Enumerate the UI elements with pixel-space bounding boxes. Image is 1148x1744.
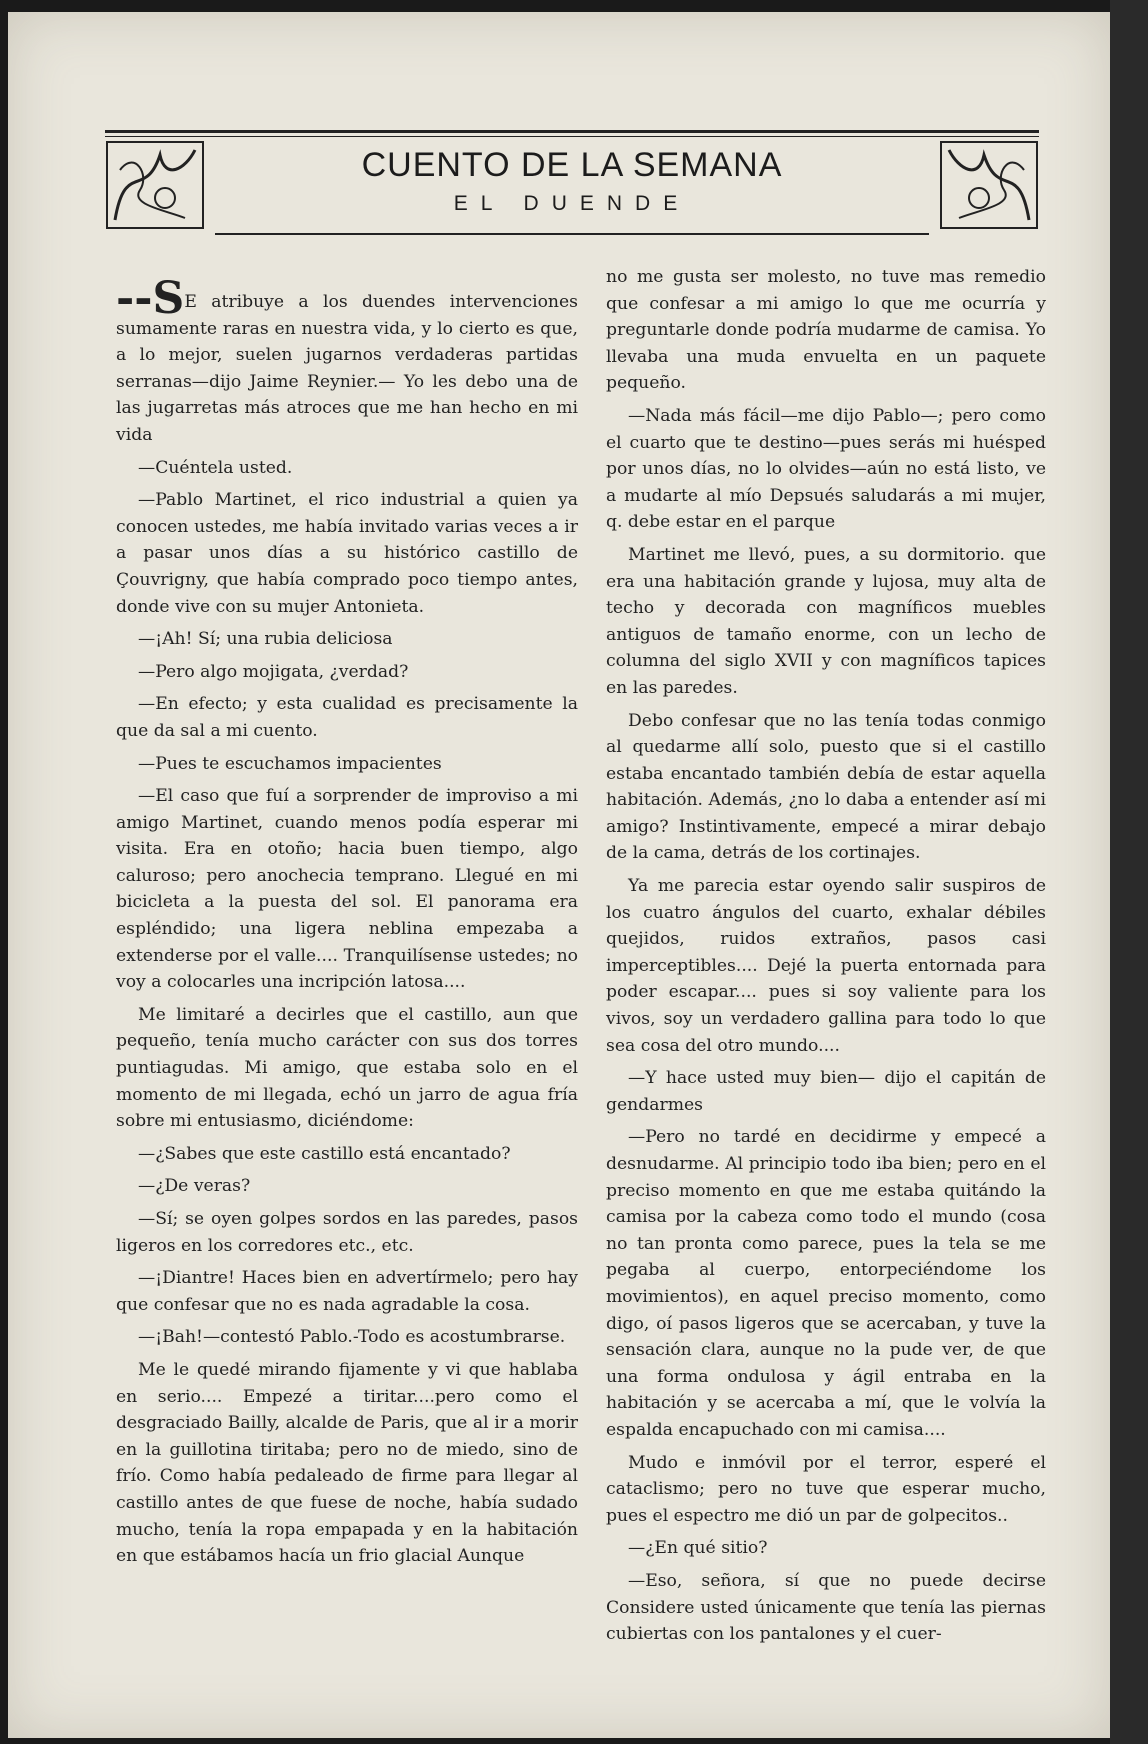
paragraph: —¿En qué sitio?: [628, 1538, 768, 1559]
paragraph: —Eso, señora, sí que no puede decirse Considere usted únicamente que tenía las piernas cubiertas con los pantalones y el cuer-: [606, 1570, 1046, 1645]
drop-cap: --S: [116, 273, 185, 324]
paragraph: —Y hace usted muy bien— dijo el capitán de gendarmes: [606, 1068, 1046, 1115]
paragraph: —En efecto; y esta cualidad es precisamente la que da sal a mi cuento.: [116, 694, 578, 741]
paragraph: —Pero algo mojigata, ¿verdad?: [138, 661, 409, 682]
paragraph: —Pablo Martinet, el rico industrial a quien ya conocen ustedes, me había invitado varias veces a ir a pasar unos días a su histórico castillo de Çouvrigny, que había comprado poco tiempo antes, donde vive con su mujer Antonieta.: [116, 490, 578, 617]
header-rule: [105, 130, 1039, 133]
paragraph: —Pero no tardé en decidirme y empecé a desnudarme. Al principio todo iba bien; pero en el preciso momento en que me estaba quitándo la camisa por la cabeza como todo el mundo (cosa no tan pronta como parece, pues la tela se me pegaba al cuerpo, entorpeciéndome los movimientos), en aquel preciso momento, como digo, oí pasos ligeros que se acercaban, y tuve la sensación clara, aunque no la pude ver, de que una forma ondulosa y ágil entraba en la habitación y se acercaba a mí, que le volvía la espalda encapuchado con mi camisa....: [606, 1127, 1046, 1440]
section-title: CUENTO DE LA SEMANA: [361, 146, 783, 184]
paragraph: —¿Sabes que este castillo está encantado?: [138, 1143, 511, 1164]
paragraph: —Pues te escuchamos impacientes: [138, 753, 442, 774]
paragraph: —Cuéntela usted.: [138, 457, 293, 478]
scan-edge: [1110, 0, 1148, 1744]
ornament-left-icon: [105, 140, 205, 230]
paragraph: —¿De veras?: [138, 1176, 251, 1197]
paragraph: Me limitaré a decirles que el castillo, aun que pequeño, tenía mucho carácter con sus dos torres puntiagudas. Mi amigo, que estaba solo en el momento de mi llegada, echó un jarro de agua fría sobre mi entusiasmo, diciéndome:: [116, 1004, 578, 1132]
paragraph: —Sí; se oyen golpes sordos en las paredes, pasos ligeros en los corredores etc., etc.: [116, 1209, 578, 1256]
header-rule-thin: [105, 136, 1039, 137]
paragraph: —¡Ah! Sí; una rubia deliciosa: [138, 629, 393, 650]
header-bottom-rule: [215, 233, 929, 235]
paragraph: Martinet me llevó, pues, a su dormitorio. que era una habitación grande y lujosa, muy alta de techo y decorada con magníficos muebles antiguos de tamaño enorme, con un lecho de columna del siglo XVII y con magníficos tapices en las paredes.: [606, 544, 1046, 698]
paragraph: —¡Bah!—contestó Pablo.-Todo es acostumbrarse.: [138, 1327, 566, 1348]
paragraph: —¡Diantre! Haces bien en advertírmelo; pero hay que confesar que no es nada agradable la cosa.: [116, 1268, 578, 1315]
paragraph: —El caso que fuí a sorprender de improviso a mi amigo Martinet, cuando menos podía esperar mi visita. Era en otoño; hacia buen tiempo, algo caluroso; pero anochecia temprano. Llegué en mi bicicleta a la puesta del sol. El panorama era espléndido; una ligera neblina empezaba a extenderse por el valle.... Tranquilísense ustedes; no voy a colocarles una incripción latosa....: [116, 786, 578, 993]
paragraph: Debo confesar que no las tenía todas conmigo al quedarme allí solo, puesto que si el castillo estaba encantado también debía de estar aquella habitación. Además, ¿no lo daba a entender así mi amigo? Instintivamente, empecé a mirar debajo de la cama, detrás de los cortinajes.: [606, 710, 1046, 864]
page: [8, 12, 1110, 1738]
paragraph: —Nada más fácil—me dijo Pablo—; pero como el cuarto que te destino—pues serás mi huésped por unos días, no lo olvides—aún no está listo, ve a mudarte al mío Depsués saludarás a mi mujer, q. debe estar en el parque: [606, 405, 1046, 533]
paragraph: Mudo e inmóvil por el terror, esperé el cataclismo; pero no tuve que esperar mucho, pues el espectro me dió un par de golpecitos..: [606, 1452, 1046, 1526]
story-title: EL DUENDE: [453, 192, 691, 215]
left-column: [116, 273, 578, 1576]
paragraph: --SE atribuye a los duendes intervenciones sumamente raras en nuestra vida, y lo cierto es que, a lo mejor, suelen jugarnos verdaderas partidas serranas—dijo Jaime Reynier.— Yo les debo una de las jugarretas más atroces que me han hecho en mi vida: [116, 273, 578, 445]
paragraph: Ya me parecia estar oyendo salir suspiros de los cuatro ángulos del cuarto, exhalar débiles quejidos, ruidos extraños, pasos casi imperceptibles.... Dejé la puerta entornada para poder escapar.... pues si soy valiente para los vivos, soy un verdadero gallina para todo lo que sea cosa del otro mundo....: [606, 876, 1046, 1056]
paragraph: Me le quedé mirando fijamente y vi que hablaba en serio.... Empezé a tiritar....pero como el desgraciado Bailly, alcalde de Paris, que al ir a morir en la guillotina tiritaba; pero no de miedo, sino de frío. Como había pedaleado de firme para llegar al castillo antes de que fuese de noche, había sudado mucho, tenía la ropa empapada y en la habitación en que estábamos hacía un frio glacial Aunque: [116, 1359, 578, 1567]
header: [105, 130, 1039, 235]
paragraph: no me gusta ser molesto, no tuve mas remedio que confesar a mi amigo lo que me ocurría y preguntarle donde podría mudarme de camisa. Yo llevaba una muda envuelta en un paquete pequeño.: [606, 267, 1046, 394]
ornament-right-icon: [939, 140, 1039, 230]
right-column: [606, 264, 1046, 1654]
